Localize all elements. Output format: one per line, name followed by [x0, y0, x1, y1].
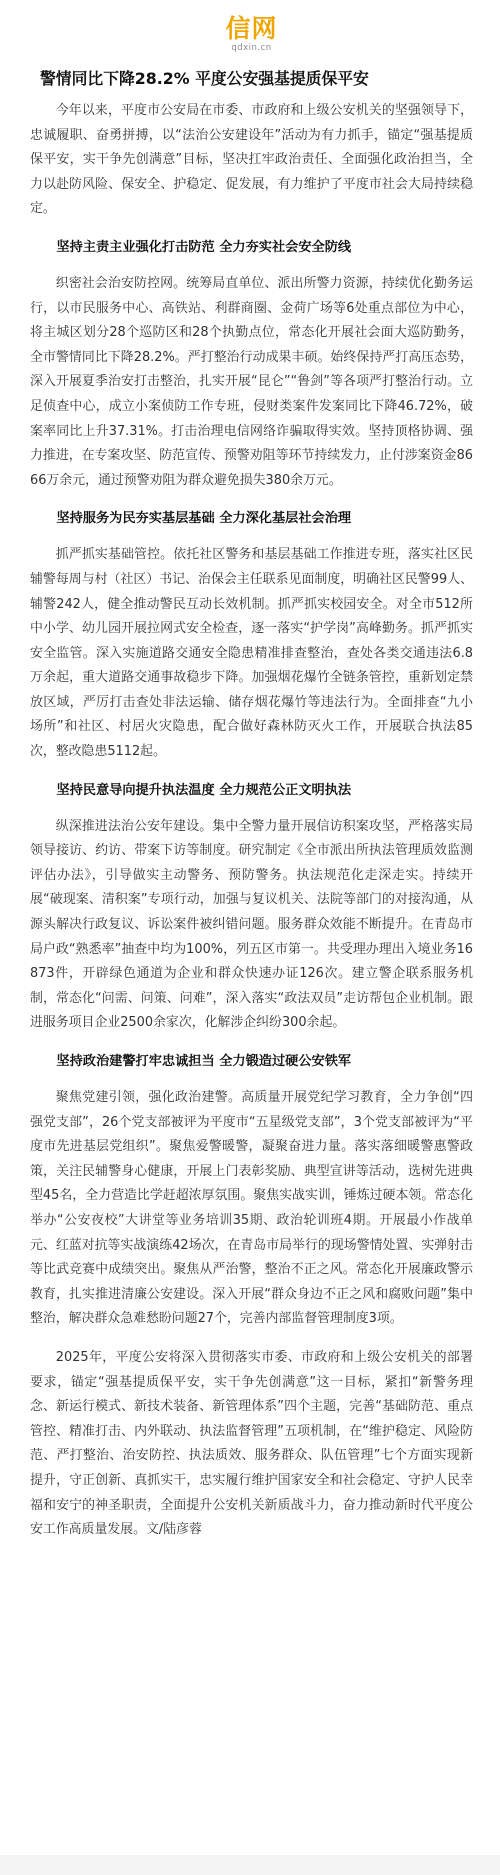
section-heading-4: 坚持政治建警打牢忠诚担当 全力锻造过硬公安铁军	[56, 1054, 352, 1069]
paragraph-spacer	[30, 1332, 473, 1346]
paragraph: 抓严抓实基础管控。依托社区警务和基层基础工作推进专班，落实社区民辅警每周与村（社区）书记、治保会主任联系见面制度，明确社区民警99人、辅警242人，健全推动警民互动长效机制。抓严抓实校园安全。对全市512所中小学、幼儿园开展拉网式安全检查，逐一落实“护学岗”高峰勤务。抓严抓实安全监管。深入实施道路交通安全隐患精准排查整治，查处各类交通违法6.8万余起，重大道路交通事故稳步下降。加强烟花爆竹全链条管控，重新划定禁放区域，严厉打击查处非法运输、储存烟花爆竹等违法行为。全面排查“九小场所”和社区、村居火灾隐患，配合做好森林防灭火工作，开展联合执法85次，整改隐患5112起。	[30, 547, 473, 760]
paragraph: 今年以来，平度市公安局在市委、市政府和上级公安机关的坚强领导下，忠诚履职、奋勇拼搏，以“法治公安建设年”活动为有力抓手，锚定“强基提质保平安，实干争先创满意”目标，坚决扛牢政治责任、全面强化政治担当，全力以赴防风险、保安全、护稳定、促发展，有力维护了平度市社会大局持续稳定。	[30, 103, 473, 217]
logo-mark: 信网	[225, 14, 278, 43]
paragraph: 2025年，平度公安将深入贯彻落实市委、市政府和上级公安机关的部署要求，锚定“强基提质保平安，实干争先创满意”这一目标，紧扣“新警务理念、新运行模式、新技术装备、新管理体系”四个主题，完善“基础防范、重点管控、精准打击、内外联动、执法监督管理”五项机制，在“维护稳定、风险防范、严打整治、治安防控、执法质效、服务群众、队伍管理”七个方面实现新提升，守正创新、真抓实干，忠实履行维护国家安全和社会稳定、守护人民幸福和安宁的神圣职责，全面提升公安机关新质战斗力，奋力推动新时代平度公安工作高质量发展。文/陆彦蓉	[30, 1349, 473, 1538]
paragraph: 织密社会治安防控网。统筹局直单位、派出所警力资源，持续优化勤务运行，以市民服务中心、高铁站、利群商圈、金荷广场等6处重点部位为中心，将主城区划分28个巡防区和28个执勤点位，常态化开展社会面大巡防勤务，全市警情同比下降28.2%。严打整治行动成果丰硕。始终保持严打高压态势，深入开展夏季治安打击整治，扎实开展“昆仑”“鲁剑”等各项严打整治行动。立足侦查中心，成立小案侦防工作专班，侵财类案件发案同比下降46.72%，破案率同比上升37.31%。打击治理电信网络诈骗取得实效。坚持顶格协调、强力推进，在专案攻坚、防范宣传、预警劝阻等环节持续发力，止付涉案资金8666万余元，通过预警劝阻为群众避免损失380余万元。	[30, 275, 473, 488]
article-title: 警情同比下降28.2% 平度公安强基提质保平安	[40, 69, 369, 88]
bottom-bar	[0, 1855, 500, 1875]
section-heading-1: 坚持主责主业强化打击防范 全力夯实社会安全防线	[56, 239, 352, 255]
section-heading-3: 坚持民意导向提升执法温度 全力规范公正文明执法	[56, 782, 352, 798]
site-logo[interactable]	[30, 0, 473, 58]
paragraph: 纵深推进法治公安年建设。集中全警力量开展信访积案攻坚，严格落实局领导接访、约访、带案下访等制度。研究制定《全市派出所执法管理质效监测评估办法》，引导做实主动警务、预防警务。执法规范化走深走实。持续开展“破现案、清积案”专项行动，加强与复议机关、法院等部门的对接沟通，从源头解决行政复议、诉讼案件被纠错问题。服务群众效能不断提升。在青岛市局户政“熟悉率”抽查中均为100%，列五区市第一。共受理办理出入境业务16873件，开辟绿色通道为企业和群众快速办证126次。建立警企联系服务机制，常态化“问需、问策、问难”，深入落实“政法双员”走访帮包企业机制。跟进服务项目企业2500余家次，化解涉企纠纷300余起。	[30, 818, 473, 1031]
logo-domain: qdxin.cn	[231, 43, 272, 53]
article-body	[30, 99, 473, 1543]
section-heading-2: 坚持服务为民夯实基层基础 全力深化基层社会治理	[56, 511, 352, 527]
paragraph: 聚焦党建引领，强化政治建警。高质量开展党纪学习教育，全力争创“四强党支部”，26个党支部被评为平度市“五星级党支部”，3个党支部被评为“平度市先进基层党组织”。聚焦爱警暖警，凝聚奋进力量。落实落细暖警惠警政策，关注民辅警身心健康，开展上门表彰奖励、典型宣讲等活动，选树先进典型45名，全力营造比学赶超浓厚氛围。聚焦实战实训，锤炼过硬本领。常态化举办“公安夜校”大讲堂等业务培训35期、政治轮训班4期。开展最小作战单元、红蓝对抗等实战演练42场次，在青岛市局举行的现场警情处置、实弹射击等比武竞赛中成绩突出。聚焦从严治警，整治不正之风。常态化开展廉政警示教育，扎实推进清廉公安建设。深入开展“群众身边不正之风和腐败问题”集中整治，解决群众急难愁盼问题27个，完善内部监督管理制度3项。	[30, 1090, 473, 1327]
